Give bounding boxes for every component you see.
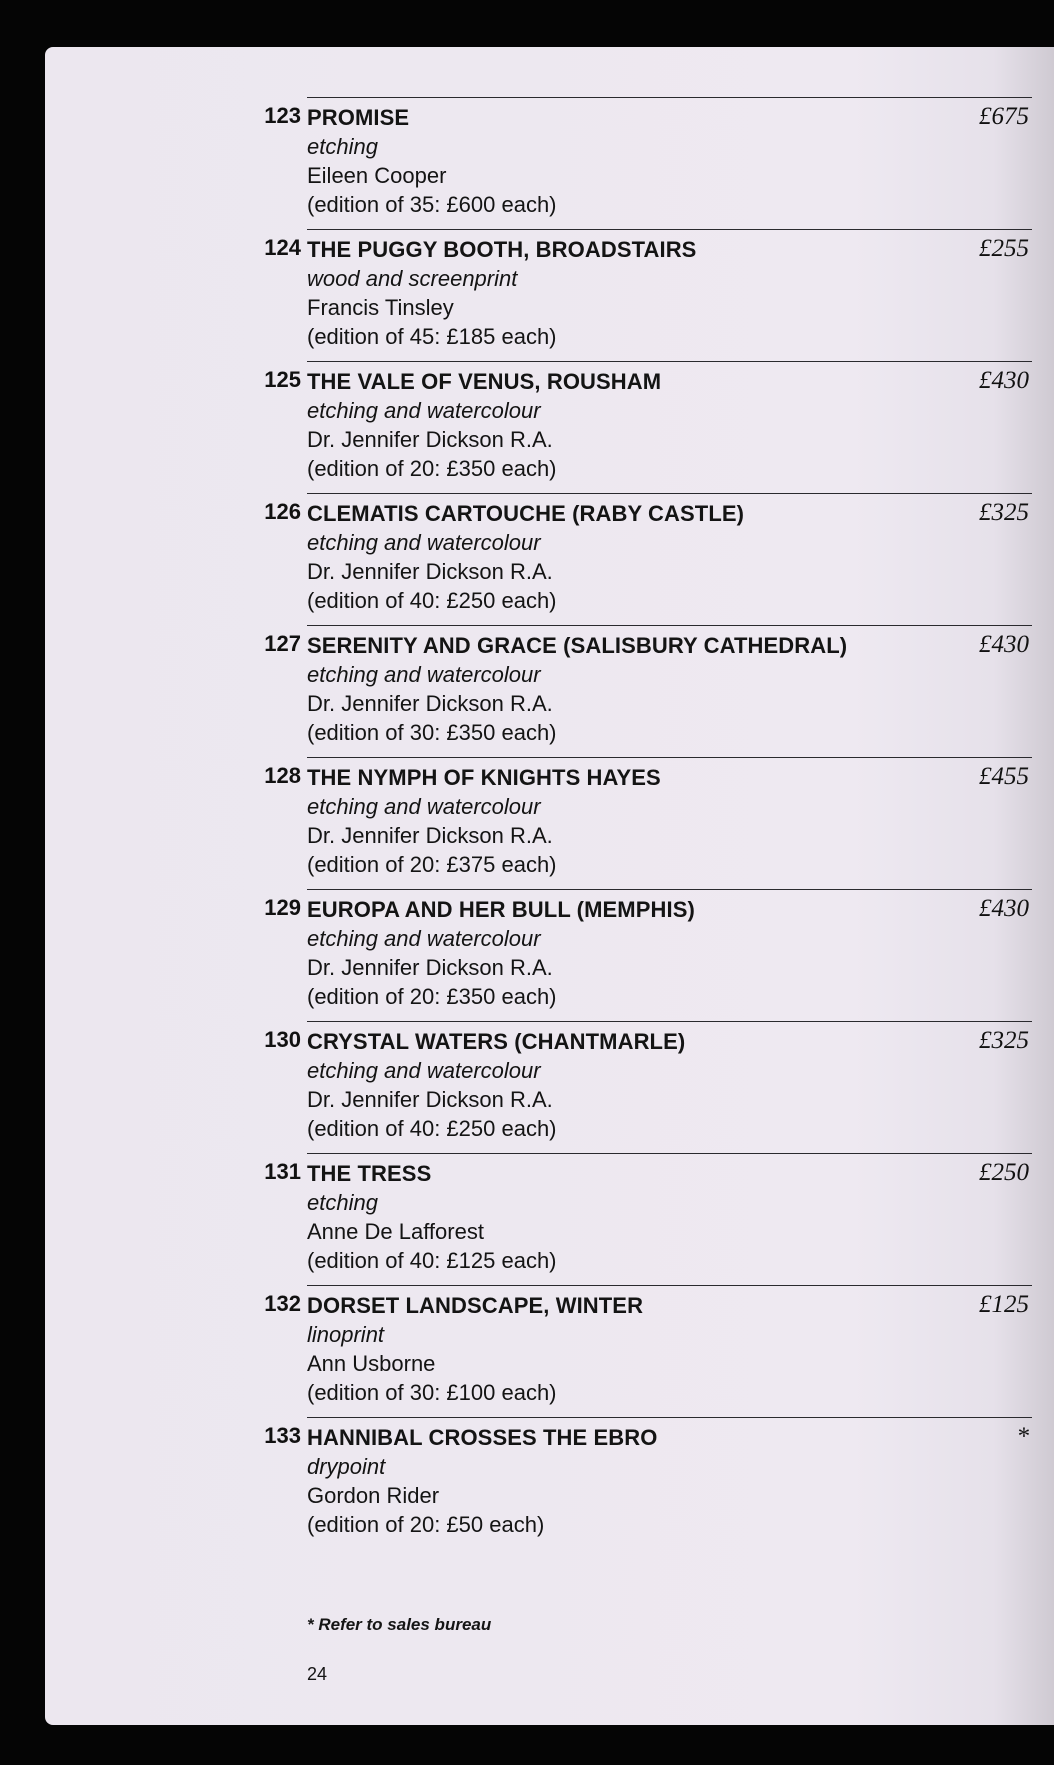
- lot-price: £675: [979, 103, 1029, 130]
- lot-title: THE VALE OF VENUS, ROUSHAM: [307, 369, 662, 394]
- divider-rule: [307, 361, 1032, 362]
- lot-price: £455: [979, 763, 1029, 790]
- catalogue-entry: [45, 889, 1045, 1021]
- lot-edition: (edition of 40: £125 each): [307, 1248, 557, 1273]
- catalogue-entry: [45, 493, 1045, 625]
- divider-rule: [307, 97, 1032, 98]
- lot-artist: Dr. Jennifer Dickson R.A.: [307, 427, 553, 452]
- lot-medium: etching: [307, 1190, 378, 1215]
- lot-number: 132: [264, 1291, 301, 1316]
- lot-edition: (edition of 30: £350 each): [307, 720, 557, 745]
- catalogue-entry: [45, 1153, 1045, 1285]
- divider-rule: [307, 493, 1032, 494]
- lot-number: 129: [264, 895, 301, 920]
- lot-artist: Gordon Rider: [307, 1483, 440, 1508]
- lot-price: £250: [979, 1159, 1029, 1186]
- lot-edition: (edition of 40: £250 each): [307, 588, 557, 613]
- divider-rule: [307, 1417, 1032, 1418]
- catalogue-entry: [45, 1417, 1045, 1549]
- lot-medium: etching and watercolour: [307, 926, 541, 951]
- footnote: * Refer to sales bureau: [307, 1615, 492, 1634]
- lot-price: £430: [979, 895, 1029, 922]
- lot-artist: Francis Tinsley: [307, 295, 454, 320]
- lot-number: 127: [264, 631, 301, 656]
- lot-artist: Dr. Jennifer Dickson R.A.: [307, 955, 553, 980]
- lot-edition: (edition of 45: £185 each): [307, 324, 557, 349]
- catalogue-entry: [45, 757, 1045, 889]
- lot-title: THE NYMPH OF KNIGHTS HAYES: [307, 765, 661, 790]
- lot-price: £325: [979, 499, 1029, 526]
- lot-number: 131: [264, 1159, 301, 1184]
- lot-title: CLEMATIS CARTOUCHE (RABY CASTLE): [307, 501, 745, 526]
- lot-title: THE PUGGY BOOTH, BROADSTAIRS: [307, 237, 697, 262]
- lot-medium: etching: [307, 134, 378, 159]
- lot-edition: (edition of 35: £600 each): [307, 192, 557, 217]
- lot-artist: Ann Usborne: [307, 1351, 436, 1376]
- lot-price: £255: [979, 235, 1029, 262]
- divider-rule: [307, 229, 1032, 230]
- lot-artist: Dr. Jennifer Dickson R.A.: [307, 823, 553, 848]
- catalogue-entry: [45, 625, 1045, 757]
- lot-medium: drypoint: [307, 1454, 386, 1479]
- lot-number: 123: [264, 103, 301, 128]
- catalogue-entry: [45, 1021, 1045, 1153]
- lot-artist: Eileen Cooper: [307, 163, 447, 188]
- lot-number: 130: [264, 1027, 301, 1052]
- lot-edition: (edition of 40: £250 each): [307, 1116, 557, 1141]
- catalogue-entry: [45, 229, 1045, 361]
- lot-edition: (edition of 30: £100 each): [307, 1380, 557, 1405]
- divider-rule: [307, 889, 1032, 890]
- lot-medium: linoprint: [307, 1322, 385, 1347]
- catalogue-entry: [45, 361, 1045, 493]
- lot-number: 133: [264, 1423, 301, 1448]
- lot-title: EUROPA AND HER BULL (MEMPHIS): [307, 897, 695, 922]
- page-number: 24: [307, 1664, 328, 1684]
- lot-price: £325: [979, 1027, 1029, 1054]
- lot-medium: etching and watercolour: [307, 794, 541, 819]
- lot-price: £430: [979, 631, 1029, 658]
- lot-edition: (edition of 20: £50 each): [307, 1512, 545, 1537]
- lot-price: *: [1016, 1423, 1029, 1450]
- lot-title: SERENITY AND GRACE (SALISBURY CATHEDRAL): [307, 633, 848, 658]
- lot-title: THE TRESS: [307, 1161, 432, 1186]
- divider-rule: [307, 757, 1032, 758]
- lot-number: 124: [264, 235, 301, 260]
- divider-rule: [307, 1153, 1032, 1154]
- lot-artist: Dr. Jennifer Dickson R.A.: [307, 559, 553, 584]
- lot-artist: Dr. Jennifer Dickson R.A.: [307, 691, 553, 716]
- lot-artist: Anne De Lafforest: [307, 1219, 484, 1244]
- lot-title: PROMISE: [307, 105, 410, 130]
- catalogue-page: [45, 47, 1054, 1725]
- divider-rule: [307, 1285, 1032, 1286]
- lot-title: HANNIBAL CROSSES THE EBRO: [307, 1425, 658, 1450]
- lot-price: £430: [979, 367, 1029, 394]
- lot-number: 125: [264, 367, 301, 392]
- lot-title: CRYSTAL WATERS (CHANTMARLE): [307, 1029, 686, 1054]
- lot-artist: Dr. Jennifer Dickson R.A.: [307, 1087, 553, 1112]
- lot-edition: (edition of 20: £375 each): [307, 852, 557, 877]
- lot-medium: wood and screenprint: [307, 266, 518, 291]
- lot-number: 128: [264, 763, 301, 788]
- lot-edition: (edition of 20: £350 each): [307, 456, 557, 481]
- lot-edition: (edition of 20: £350 each): [307, 984, 557, 1009]
- catalogue-entry: [45, 97, 1045, 229]
- lot-number: 126: [264, 499, 301, 524]
- lot-medium: etching and watercolour: [307, 662, 541, 687]
- lot-medium: etching and watercolour: [307, 398, 541, 423]
- divider-rule: [307, 625, 1032, 626]
- lot-medium: etching and watercolour: [307, 1058, 541, 1083]
- lot-title: DORSET LANDSCAPE, WINTER: [307, 1293, 644, 1318]
- lot-medium: etching and watercolour: [307, 530, 541, 555]
- divider-rule: [307, 1021, 1032, 1022]
- catalogue-entry: [45, 1285, 1045, 1417]
- lot-price: £125: [979, 1291, 1029, 1318]
